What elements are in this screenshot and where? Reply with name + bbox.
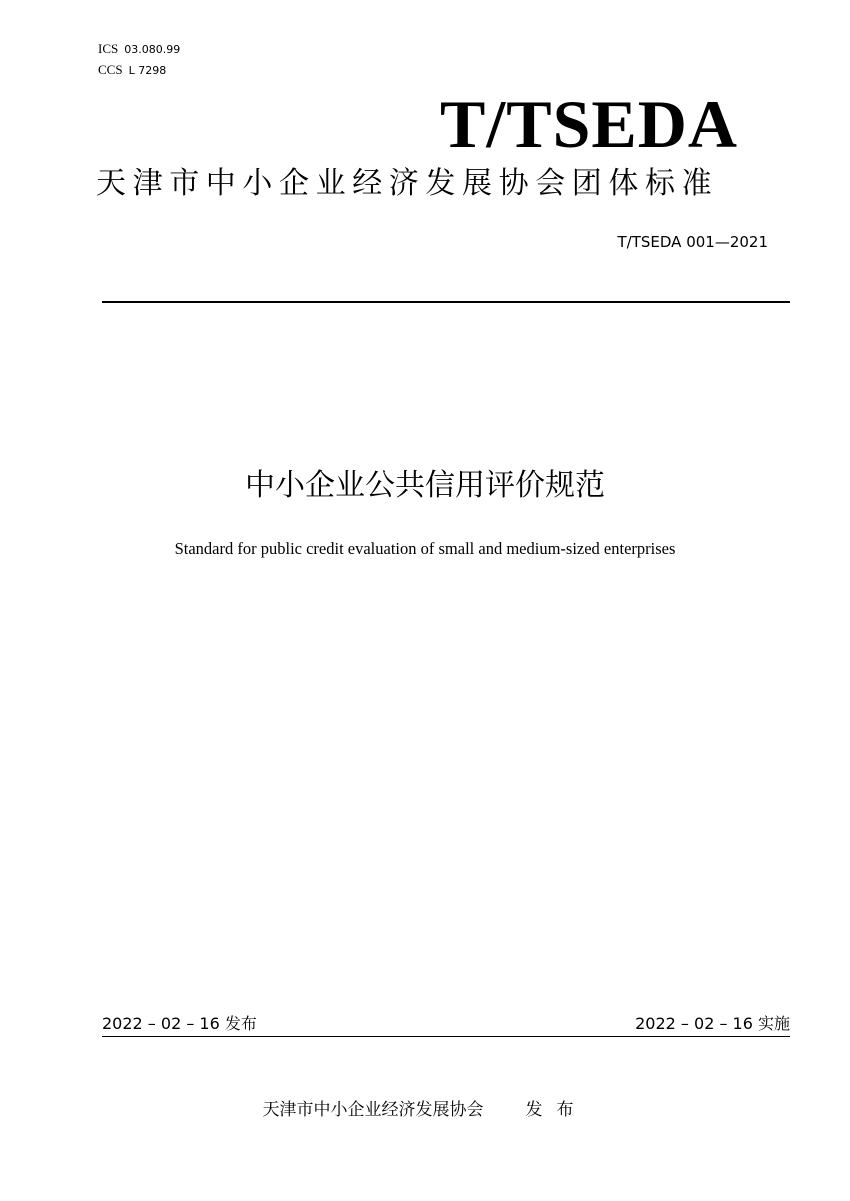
publisher-line <box>0 1098 850 1122</box>
standard-logo: T/TSEDA <box>440 86 738 162</box>
ccs-classification <box>98 63 166 78</box>
footer-divider <box>102 1036 790 1037</box>
org-standard-heading: 天津市中小企业经济发展协会团体标准 <box>96 166 719 201</box>
publisher-action: 发布 <box>525 1100 588 1120</box>
header-divider <box>102 301 790 303</box>
issue-date: 2022 – 02 – 16 发布 <box>102 1014 257 1033</box>
standard-number: T/TSEDA 001—2021 <box>617 233 768 251</box>
implementation-date: 2022 – 02 – 16 实施 <box>635 1014 790 1033</box>
ics-label: ICS <box>98 41 119 56</box>
ccs-value: L 7298 <box>128 64 167 77</box>
document-subtitle-en: Standard for public credit evaluation of small and medium-sized enterprises <box>174 539 676 558</box>
publisher-name: 天津市中小企业经济发展协会 <box>262 1100 484 1120</box>
ics-classification <box>98 42 180 57</box>
document-title: 中小企业公共信用评价规范 <box>245 468 605 503</box>
ccs-label: CCS <box>98 62 123 77</box>
ics-value: 03.080.99 <box>124 43 181 56</box>
